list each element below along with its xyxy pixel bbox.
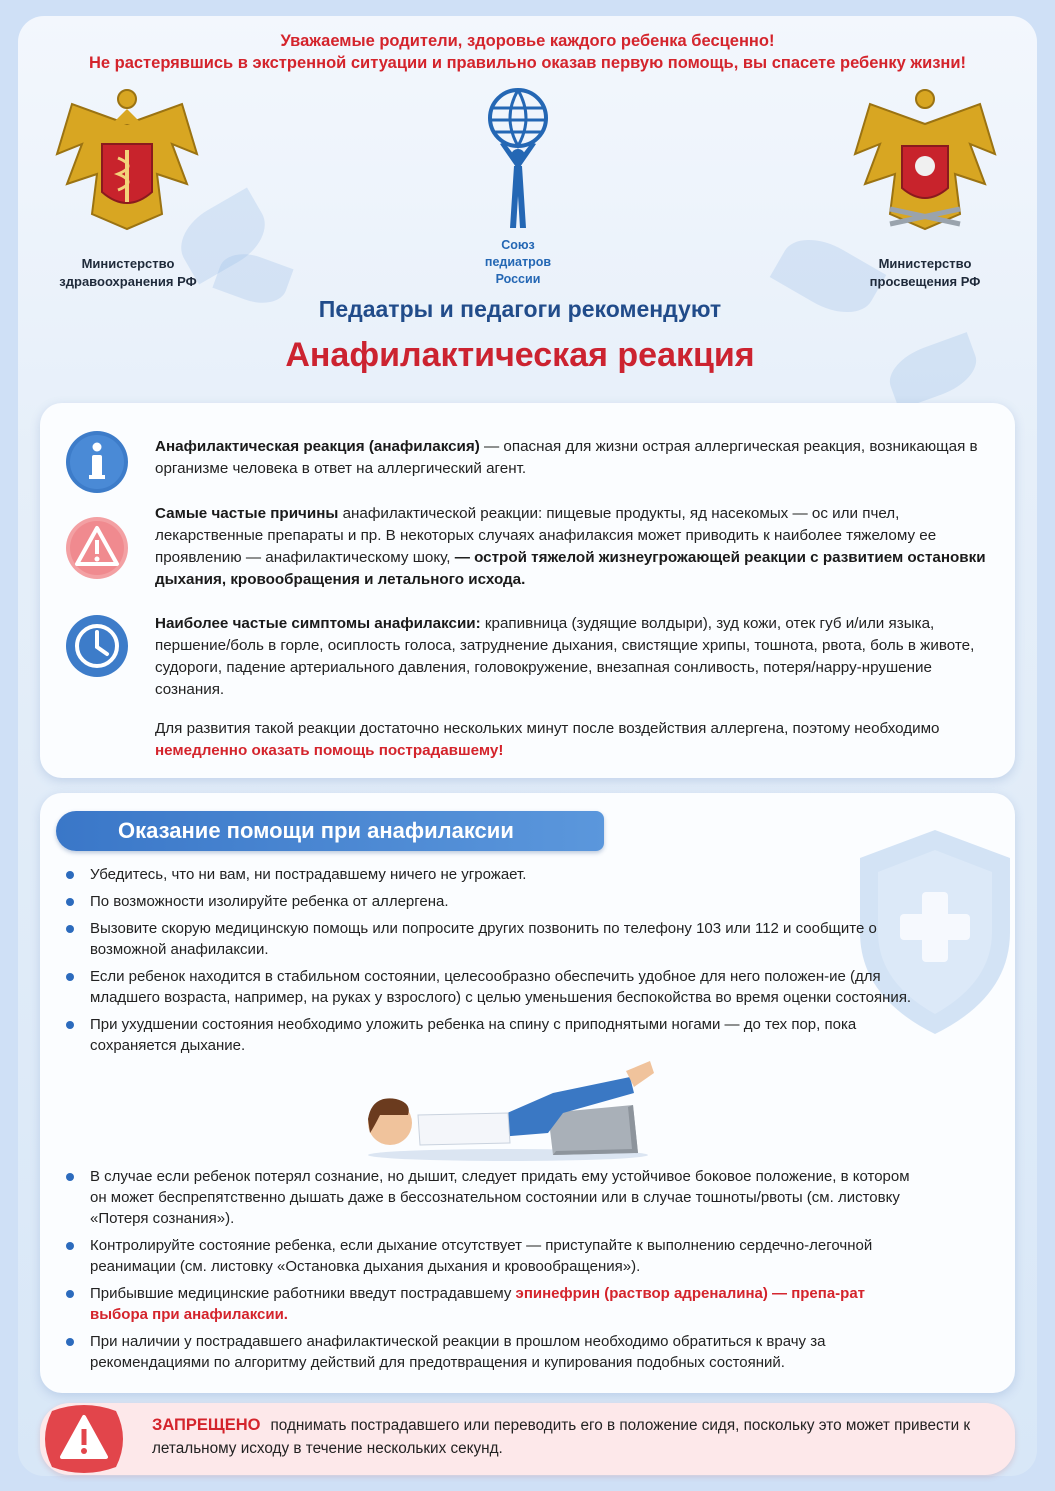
definition-paragraph xyxy=(155,436,990,480)
help-step: Если ребенок находится в стабильном состоянии, целесообразно обеспечить удобное для него положен-ие (для младшего возраста, например, на руках у взрослого) с целью уменьшения беспокойства во время оценки состояния. xyxy=(66,966,926,1008)
warning-icon xyxy=(65,516,129,580)
union-line2: педиатров xyxy=(484,255,552,269)
symptoms-term: Наиболее частые симптомы анафилаксии: xyxy=(155,615,481,632)
pediatric-union-name xyxy=(458,237,578,288)
epinephrine-text: Прибывшие медицинские работники введут пострадавшему xyxy=(90,1285,516,1302)
right-ministry-line2: просвещения РФ xyxy=(869,274,981,289)
right-ministry-name xyxy=(825,255,1025,291)
help-steps-list-top xyxy=(66,864,926,1062)
info-icon xyxy=(65,430,129,494)
symptoms-text: крапивница (зудящие волдыри), зуд кожи, отек губ и/или языка, першение/боль в горле, осиплость голоса, затруднение дыхания, свистящие хрипы, тошнота, рвота, боль в животе, судороги, падение артериального давления, головокружение, внезапная сонливость, потеря/нарру-нрушение сознания. xyxy=(155,615,975,698)
help-step: Контролируйте состояние ребенка, если дыхание отсутствует — приступайте к выполнению сердечно-легочной реанимации (см. листовку «Остановка дыхания дыхания и кровообращения»). xyxy=(66,1235,926,1277)
poster-subtitle: Педаатры и педагоги рекомендуют xyxy=(318,296,722,322)
urgency-text: Для развития такой реакции достаточно нескольких минут после воздействия аллергена, поэтому необходимо xyxy=(155,720,940,737)
help-step: Убедитесь, что ни вам, ни пострадавшему ничего не угрожает. xyxy=(66,864,926,885)
help-section-heading: Оказание помощи при анафилаксии xyxy=(56,811,604,851)
forbidden-warning-text xyxy=(152,1414,992,1460)
help-step: В случае если ребенок потерял сознание, но дышит, следует придать ему устойчивое боковое положение, в котором он может беспрепятственно дышать даже в бессознательном состоянии или в случае тошноты/рвоты (см. листовку «Потеря сознания»). xyxy=(66,1166,926,1229)
forbidden-warning-icon xyxy=(38,1401,130,1477)
help-step-epinephrine xyxy=(66,1283,926,1325)
epinephrine-highlight: эпинефрин (раствор адреналина) — препа-рат выбора при анафилаксии. xyxy=(90,1285,866,1323)
notice-line-1: Уважаемые родители, здоровье каждого ребенка бесценно! xyxy=(280,32,775,50)
union-line1: Союз xyxy=(501,238,535,252)
causes-paragraph xyxy=(155,503,990,591)
forbidden-label: ЗАПРЕЩЕНО xyxy=(152,1416,261,1434)
right-ministry-line1: Министерство xyxy=(878,256,972,271)
ministry-education-emblem-icon xyxy=(850,84,1000,244)
help-step: При наличии у пострадавшего анафилактической реакции в прошлом необходимо обратиться к врачу за рекомендациями по алгоритму действий для предотвращения и купирования подобных состояний. xyxy=(66,1331,926,1373)
causes-term: Самые частые причины xyxy=(155,505,339,522)
causes-text: анафилактической реакции: пищевые продукты, яд насекомых — ос или пчел, лекарственные препараты и пр. В некоторых случаях анафилаксия может приводить к наиболее тяжелому ее проявлению — анафилактическому шоку, xyxy=(155,505,937,566)
left-ministry-line2: здравоохранения РФ xyxy=(59,274,197,289)
pediatric-union-logo xyxy=(478,86,558,236)
notice-line-2: Не растерявшись в экстренной ситуации и правильно оказав первую помощь, вы спасете ребенку жизни! xyxy=(88,54,967,72)
help-steps-list-bottom xyxy=(66,1166,926,1379)
help-step: Вызовите скорую медицинскую помощь или попросите других позвонить по телефону 103 или 112 и сообщите о возможной анафилаксии. xyxy=(66,918,926,960)
definition-text: — опасная для жизни острая аллергическая реакция, возникающая в организме человека в ответ на аллергический агент. xyxy=(155,438,978,477)
union-line3: России xyxy=(495,272,541,286)
child-lying-illustration xyxy=(358,1055,658,1165)
urgency-call-to-action: немедленно оказать помощь пострадавшему! xyxy=(155,742,504,759)
definition-term: Анафилактическая реакция (анафилаксия) xyxy=(155,438,480,455)
left-ministry-name xyxy=(28,255,228,291)
symptoms-paragraph xyxy=(155,613,990,701)
urgency-paragraph xyxy=(155,718,990,762)
ministry-health-emblem-icon xyxy=(52,84,202,244)
help-step: По возможности изолируйте ребенка от аллергена. xyxy=(66,891,926,912)
causes-bold-text: — острой тяжелой жизнеугрожающей реакции с развитием остановки дыхания, кровообращения и летального исхода. xyxy=(155,549,986,588)
clock-icon xyxy=(65,614,129,678)
forbidden-description: поднимать пострадавшего или переводить его в положение сидя, поскольку это может привести к летальному исходу в течение нескольких секунд. xyxy=(152,1417,971,1457)
help-step: При ухудшении состояния необходимо уложить ребенка на спину с приподнятыми ногами — до тех пор, пока сохраняется дыхание. xyxy=(66,1014,926,1056)
left-ministry-line1: Министерство xyxy=(81,256,175,271)
poster-title: Анафилактическая реакция xyxy=(285,336,755,374)
